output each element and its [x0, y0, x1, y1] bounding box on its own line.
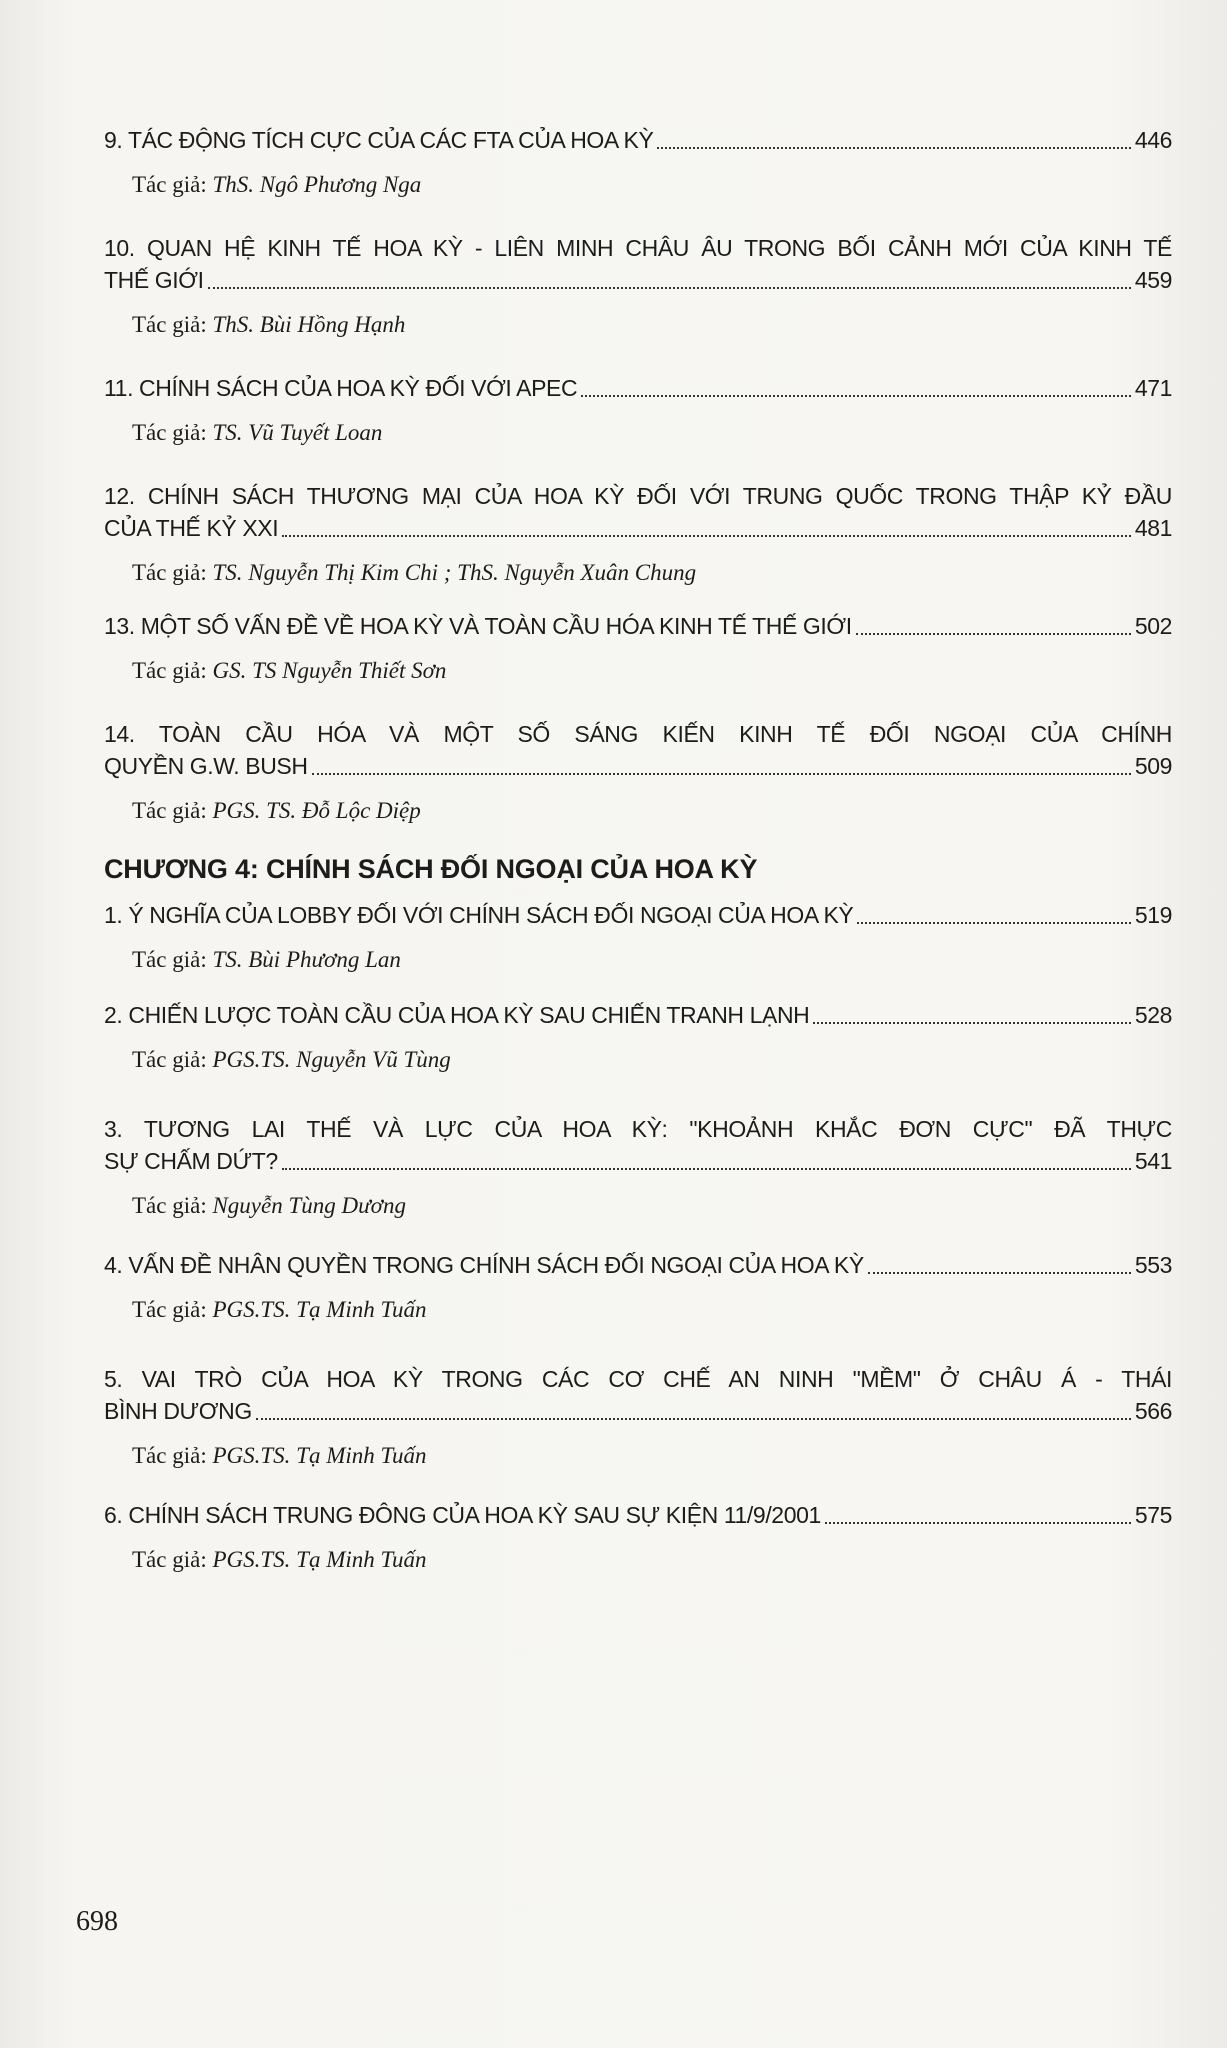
entry-page-number: 541: [1134, 1148, 1172, 1174]
entry-title-line: [104, 1145, 1172, 1177]
dot-leader: [256, 1418, 1131, 1420]
entry-author: [104, 418, 1172, 448]
entry-title: CỦA THẾ KỶ XXI: [104, 515, 279, 541]
entry-page-number: 471: [1134, 375, 1172, 401]
dot-leader: [813, 1022, 1130, 1024]
author-label: Tác giả:: [132, 1297, 207, 1322]
author-name: PGS.TS. Tạ Minh Tuấn: [212, 1297, 427, 1322]
author-name: TS. Bùi Phương Lan: [212, 947, 401, 972]
entry-title: THẾ GIỚI: [104, 267, 204, 293]
entry-title: 4. VẤN ĐỀ NHÂN QUYỀN TRONG CHÍNH SÁCH ĐỐI NGOẠI CỦA HOA KỲ: [104, 1252, 864, 1278]
toc-entry: [104, 372, 1172, 448]
author-label: Tác giả:: [132, 798, 207, 823]
entry-page-number: 566: [1134, 1398, 1172, 1424]
entry-author: [104, 558, 1172, 588]
entry-author: [104, 656, 1172, 686]
entry-title: 1. Ý NGHĨA CỦA LOBBY ĐỐI VỚI CHÍNH SÁCH ĐỐI NGOẠI CỦA HOA KỲ: [104, 902, 854, 928]
author-label: Tác giả:: [132, 420, 207, 445]
entry-author: [104, 1295, 1172, 1325]
toc-entry: [104, 718, 1172, 826]
author-name: TS. Nguyễn Thị Kim Chi ; ThS. Nguyễn Xuân Chung: [212, 560, 697, 585]
entry-author: [104, 1191, 1172, 1221]
author-name: PGS.TS. Nguyễn Vũ Tùng: [212, 1047, 451, 1072]
author-name: GS. TS Nguyễn Thiết Sơn: [212, 658, 447, 683]
page-number: 698: [76, 1906, 118, 1937]
author-label: Tác giả:: [132, 172, 207, 197]
dot-leader: [857, 922, 1130, 924]
dot-leader: [282, 535, 1131, 537]
entry-title: SỰ CHẤM DỨT?: [104, 1148, 278, 1174]
author-label: Tác giả:: [132, 312, 207, 337]
toc-section-chapter-3: [104, 124, 1172, 826]
author-name: ThS. Bùi Hồng Hạnh: [212, 312, 406, 337]
author-label: Tác giả:: [132, 1193, 207, 1218]
entry-page-number: 528: [1134, 1002, 1172, 1028]
dot-leader: [581, 395, 1131, 397]
toc-entry: [104, 999, 1172, 1075]
chapter-heading: CHƯƠNG 4: CHÍNH SÁCH ĐỐI NGOẠI CỦA HOA KỲ: [104, 854, 758, 884]
author-label: Tác giả:: [132, 1547, 207, 1572]
author-label: Tác giả:: [132, 1047, 207, 1072]
entry-title-line: [104, 512, 1172, 544]
toc-section-chapter-4: [104, 899, 1172, 1575]
entry-title: 2. CHIẾN LƯỢC TOÀN CẦU CỦA HOA KỲ SAU CHIẾN TRANH LẠNH: [104, 1002, 810, 1028]
entry-page-number: 553: [1134, 1252, 1172, 1278]
dot-leader: [312, 773, 1131, 775]
entry-page-number: 502: [1134, 613, 1172, 639]
entry-author: [104, 310, 1172, 340]
author-label: Tác giả:: [132, 658, 207, 683]
dot-leader: [856, 633, 1131, 635]
author-name: PGS.TS. Tạ Minh Tuấn: [212, 1443, 427, 1468]
entry-title-line: [104, 999, 1172, 1031]
toc-entry: [104, 1499, 1172, 1575]
toc-entry: [104, 899, 1172, 975]
author-name: PGS.TS. Tạ Minh Tuấn: [212, 1547, 427, 1572]
entry-title-line: [104, 750, 1172, 782]
entry-title-line: [104, 1395, 1172, 1427]
toc-entry: [104, 1363, 1172, 1471]
entry-title-line: [104, 1499, 1172, 1531]
entry-title: 9. TÁC ĐỘNG TÍCH CỰC CỦA CÁC FTA CỦA HOA KỲ: [104, 127, 654, 153]
toc-entry: [104, 232, 1172, 340]
entry-title-first-line: 14. TOÀN CẦU HÓA VÀ MỘT SỐ SÁNG KIẾN KINH TẾ ĐỐI NGOẠI CỦA CHÍNH: [104, 721, 1172, 747]
dot-leader: [868, 1272, 1131, 1274]
table-of-contents: [104, 124, 1172, 1575]
entry-title: 13. MỘT SỐ VẤN ĐỀ VỀ HOA KỲ VÀ TOÀN CẦU HÓA KINH TẾ THẾ GIỚI: [104, 613, 852, 639]
entry-page-number: 575: [1134, 1502, 1172, 1528]
toc-entry: [104, 610, 1172, 686]
dot-leader: [208, 287, 1131, 289]
entry-title-line: [104, 610, 1172, 642]
entry-title-line: [104, 372, 1172, 404]
entry-title: 11. CHÍNH SÁCH CỦA HOA KỲ ĐỐI VỚI APEC: [104, 375, 578, 401]
dot-leader: [282, 1168, 1131, 1170]
entry-page-number: 519: [1134, 902, 1172, 928]
entry-title-first-line: 12. CHÍNH SÁCH THƯƠNG MẠI CỦA HOA KỲ ĐỐI VỚI TRUNG QUỐC TRONG THẬP KỶ ĐẦU: [104, 483, 1172, 509]
dot-leader: [657, 147, 1130, 149]
entry-author: [104, 796, 1172, 826]
author-label: Tác giả:: [132, 1443, 207, 1468]
entry-title: QUYỀN G.W. BUSH: [104, 753, 308, 779]
entry-author: [104, 170, 1172, 200]
author-label: Tác giả:: [132, 560, 207, 585]
entry-title-first-line: 3. TƯƠNG LAI THẾ VÀ LỰC CỦA HOA KỲ: "KHOẢNH KHẮC ĐƠN CỰC" ĐÃ THỰC: [104, 1116, 1172, 1142]
author-label: Tác giả:: [132, 947, 207, 972]
toc-entry: [104, 480, 1172, 588]
author-name: TS. Vũ Tuyết Loan: [212, 420, 383, 445]
entry-title-line: [104, 124, 1172, 156]
entry-page-number: 481: [1134, 515, 1172, 541]
author-name: Nguyễn Tùng Dương: [212, 1193, 406, 1218]
entry-title: BÌNH DƯƠNG: [104, 1398, 252, 1424]
entry-author: [104, 1441, 1172, 1471]
entry-page-number: 446: [1134, 127, 1172, 153]
toc-entry: [104, 1249, 1172, 1325]
entry-author: [104, 1045, 1172, 1075]
dot-leader: [825, 1522, 1131, 1524]
entry-author: [104, 945, 1172, 975]
entry-title: 6. CHÍNH SÁCH TRUNG ĐÔNG CỦA HOA KỲ SAU SỰ KIỆN 11/9/2001: [104, 1502, 821, 1528]
entry-title-first-line: 10. QUAN HỆ KINH TẾ HOA KỲ - LIÊN MINH CHÂU ÂU TRONG BỐI CẢNH MỚI CỦA KINH TẾ: [104, 235, 1172, 261]
author-name: ThS. Ngô Phương Nga: [212, 172, 422, 197]
entry-title-line: [104, 1249, 1172, 1281]
entry-author: [104, 1545, 1172, 1575]
author-name: PGS. TS. Đỗ Lộc Diệp: [212, 798, 421, 823]
entry-title-first-line: 5. VAI TRÒ CỦA HOA KỲ TRONG CÁC CƠ CHẾ AN NINH "MỀM" Ở CHÂU Á - THÁI: [104, 1366, 1172, 1392]
entry-title-line: [104, 264, 1172, 296]
entry-page-number: 459: [1134, 267, 1172, 293]
entry-title-line: [104, 899, 1172, 931]
toc-entry: [104, 124, 1172, 200]
entry-page-number: 509: [1134, 753, 1172, 779]
toc-entry: [104, 1113, 1172, 1221]
